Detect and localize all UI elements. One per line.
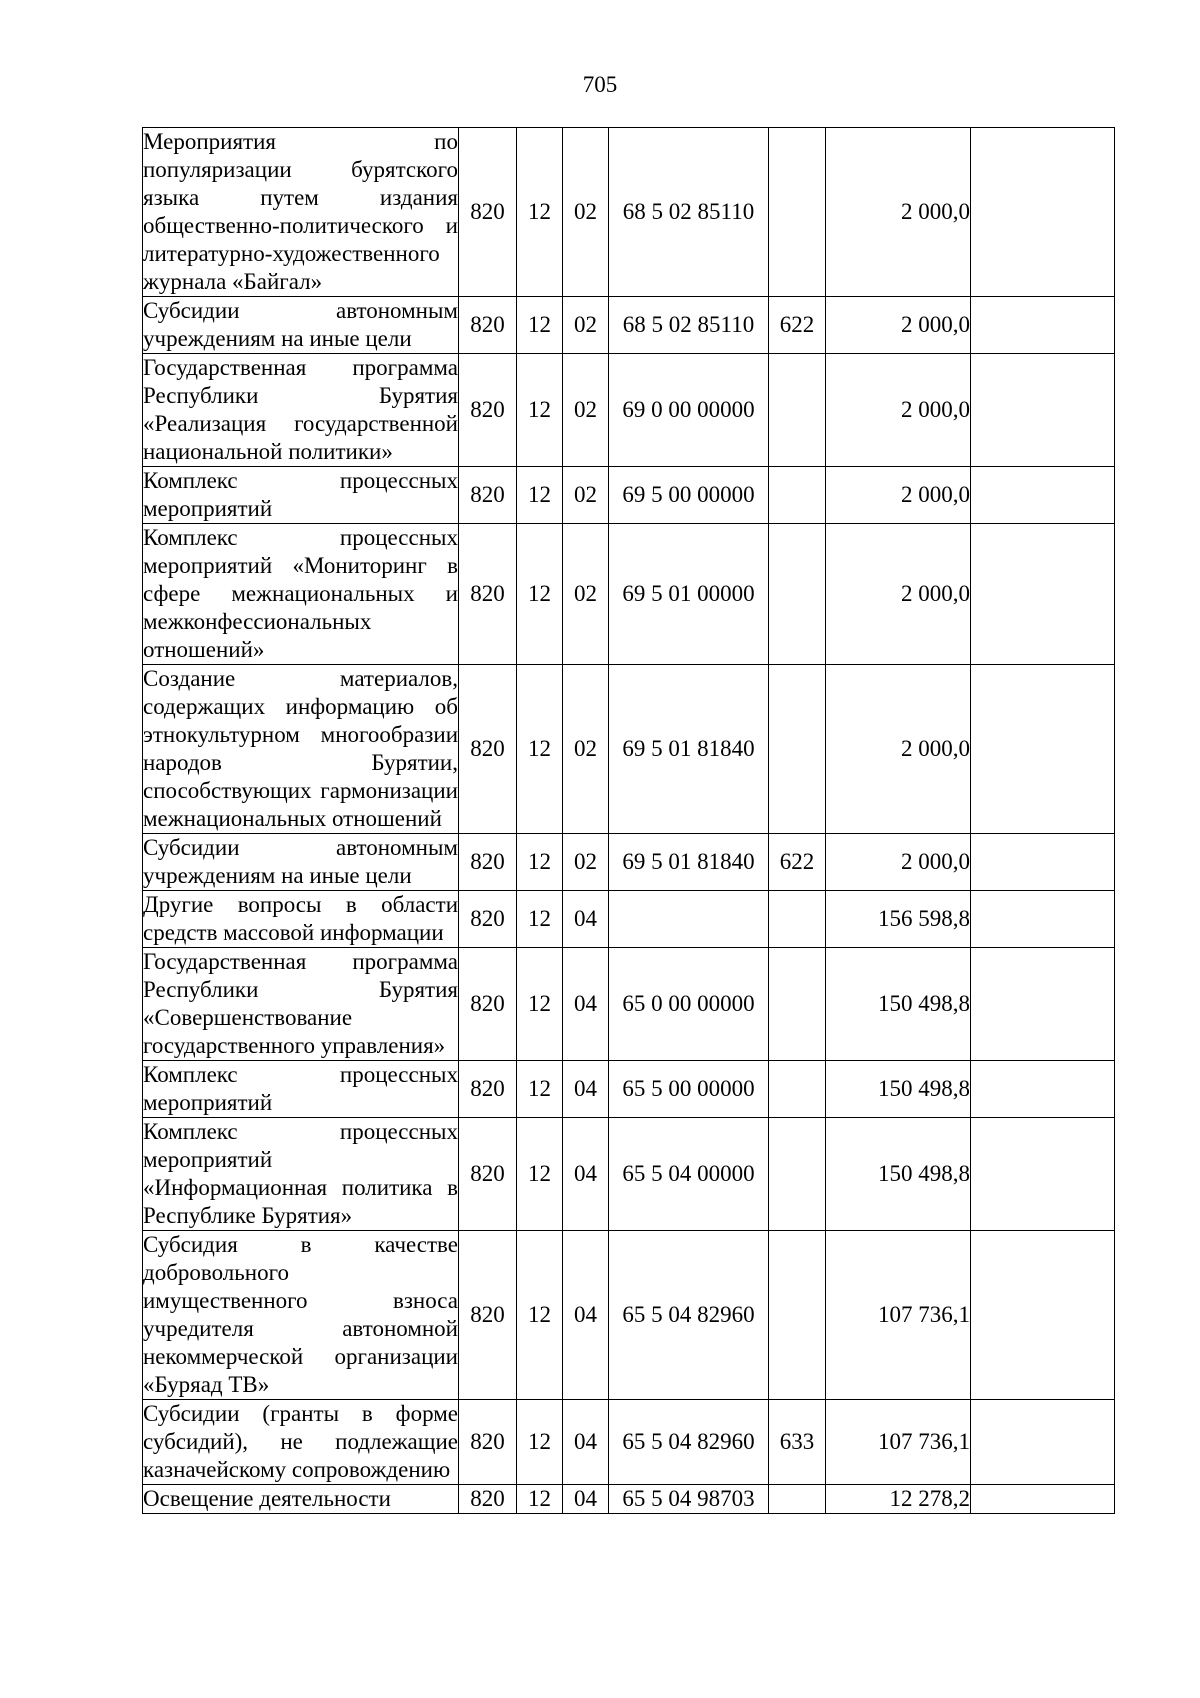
cell-section-code: 12	[517, 1061, 563, 1118]
cell-subsection-code: 02	[563, 128, 609, 297]
cell-ministry-code: 820	[459, 1231, 517, 1400]
cell-expense-type	[769, 128, 826, 297]
cell-subsection-code: 02	[563, 467, 609, 524]
cell-expense-type: 622	[769, 297, 826, 354]
cell-name: Государственная программа Республики Бурятия «Совершенствование государственного управления»	[143, 948, 459, 1061]
cell-name: Освещение деятельности	[143, 1485, 459, 1514]
cell-name: Комплекс процессных мероприятий	[143, 467, 459, 524]
cell-ministry-code: 820	[459, 834, 517, 891]
cell-name: Комплекс процессных мероприятий	[143, 1061, 459, 1118]
cell-amount: 150 498,8	[826, 1118, 971, 1231]
table-row	[143, 354, 1115, 467]
cell-amount: 150 498,8	[826, 1061, 971, 1118]
cell-subsection-code: 02	[563, 665, 609, 834]
cell-target-article: 69 0 00 00000	[609, 354, 769, 467]
cell-section-code: 12	[517, 1485, 563, 1514]
cell-section-code: 12	[517, 1118, 563, 1231]
cell-expense-type: 622	[769, 834, 826, 891]
cell-target-article: 68 5 02 85110	[609, 128, 769, 297]
cell-target-article: 65 5 04 00000	[609, 1118, 769, 1231]
cell-section-code: 12	[517, 948, 563, 1061]
cell-extra	[971, 665, 1115, 834]
cell-extra	[971, 354, 1115, 467]
cell-section-code: 12	[517, 128, 563, 297]
cell-ministry-code: 820	[459, 354, 517, 467]
cell-amount: 2 000,0	[826, 354, 971, 467]
table-row	[143, 665, 1115, 834]
cell-section-code: 12	[517, 891, 563, 948]
table-row	[143, 1231, 1115, 1400]
cell-ministry-code: 820	[459, 524, 517, 665]
cell-subsection-code: 04	[563, 1485, 609, 1514]
table-row	[143, 1400, 1115, 1485]
cell-ministry-code: 820	[459, 467, 517, 524]
cell-name: Комплекс процессных мероприятий «Мониторинг в сфере межнациональных и межконфессиональных отношений»	[143, 524, 459, 665]
cell-amount: 2 000,0	[826, 467, 971, 524]
cell-subsection-code: 04	[563, 1400, 609, 1485]
cell-amount: 107 736,1	[826, 1400, 971, 1485]
cell-amount: 12 278,2	[826, 1485, 971, 1514]
cell-section-code: 12	[517, 297, 563, 354]
cell-extra	[971, 948, 1115, 1061]
cell-amount: 150 498,8	[826, 948, 971, 1061]
cell-name: Другие вопросы в области средств массовой информации	[143, 891, 459, 948]
cell-subsection-code: 02	[563, 354, 609, 467]
cell-section-code: 12	[517, 467, 563, 524]
cell-expense-type	[769, 891, 826, 948]
table-row	[143, 1118, 1115, 1231]
cell-extra	[971, 467, 1115, 524]
cell-amount: 107 736,1	[826, 1231, 971, 1400]
cell-extra	[971, 1061, 1115, 1118]
cell-subsection-code: 04	[563, 948, 609, 1061]
cell-section-code: 12	[517, 524, 563, 665]
cell-section-code: 12	[517, 1400, 563, 1485]
cell-ministry-code: 820	[459, 891, 517, 948]
table-row	[143, 1061, 1115, 1118]
table-row	[143, 1485, 1115, 1514]
cell-subsection-code: 04	[563, 891, 609, 948]
cell-expense-type	[769, 948, 826, 1061]
cell-amount: 2 000,0	[826, 665, 971, 834]
cell-name: Субсидии автономным учреждениям на иные цели	[143, 834, 459, 891]
cell-expense-type: 633	[769, 1400, 826, 1485]
cell-amount: 2 000,0	[826, 297, 971, 354]
cell-expense-type	[769, 1061, 826, 1118]
cell-ministry-code: 820	[459, 1061, 517, 1118]
cell-expense-type	[769, 354, 826, 467]
cell-ministry-code: 820	[459, 1118, 517, 1231]
cell-section-code: 12	[517, 354, 563, 467]
cell-amount: 2 000,0	[826, 128, 971, 297]
cell-subsection-code: 02	[563, 524, 609, 665]
budget-table	[142, 127, 1115, 1514]
cell-name: Субсидии (гранты в форме субсидий), не подлежащие казначейскому сопровождению	[143, 1400, 459, 1485]
cell-expense-type	[769, 524, 826, 665]
cell-subsection-code: 04	[563, 1118, 609, 1231]
cell-subsection-code: 04	[563, 1061, 609, 1118]
cell-extra	[971, 1400, 1115, 1485]
cell-amount: 156 598,8	[826, 891, 971, 948]
cell-expense-type	[769, 1485, 826, 1514]
cell-target-article	[609, 891, 769, 948]
table-row	[143, 834, 1115, 891]
cell-section-code: 12	[517, 1231, 563, 1400]
table-row	[143, 297, 1115, 354]
cell-section-code: 12	[517, 665, 563, 834]
cell-ministry-code: 820	[459, 665, 517, 834]
cell-extra	[971, 1118, 1115, 1231]
page-number: 705	[582, 72, 618, 97]
cell-target-article: 65 5 04 98703	[609, 1485, 769, 1514]
cell-expense-type	[769, 665, 826, 834]
cell-target-article: 65 5 04 82960	[609, 1231, 769, 1400]
cell-amount: 2 000,0	[826, 524, 971, 665]
cell-ministry-code: 820	[459, 948, 517, 1061]
table-row	[143, 128, 1115, 297]
cell-extra	[971, 297, 1115, 354]
cell-extra	[971, 1485, 1115, 1514]
cell-target-article: 69 5 00 00000	[609, 467, 769, 524]
cell-expense-type	[769, 1231, 826, 1400]
cell-subsection-code: 04	[563, 1231, 609, 1400]
cell-target-article: 68 5 02 85110	[609, 297, 769, 354]
cell-extra	[971, 891, 1115, 948]
cell-subsection-code: 02	[563, 297, 609, 354]
cell-ministry-code: 820	[459, 1400, 517, 1485]
cell-amount: 2 000,0	[826, 834, 971, 891]
cell-extra	[971, 524, 1115, 665]
cell-target-article: 69 5 01 00000	[609, 524, 769, 665]
cell-subsection-code: 02	[563, 834, 609, 891]
table-row	[143, 948, 1115, 1061]
cell-name: Мероприятия по популяризации бурятского языка путем издания общественно-политического и литературно-художественного журнала «Байгал»	[143, 128, 459, 297]
cell-ministry-code: 820	[459, 128, 517, 297]
table-row	[143, 467, 1115, 524]
cell-ministry-code: 820	[459, 1485, 517, 1514]
cell-expense-type	[769, 1118, 826, 1231]
cell-name: Государственная программа Республики Бурятия «Реализация государственной национальной политики»	[143, 354, 459, 467]
table-row	[143, 524, 1115, 665]
cell-target-article: 65 5 00 00000	[609, 1061, 769, 1118]
cell-name: Субсидия в качестве добровольного имущественного взноса учредителя автономной некоммерческой организации «Буряад ТВ»	[143, 1231, 459, 1400]
cell-ministry-code: 820	[459, 297, 517, 354]
cell-target-article: 65 0 00 00000	[609, 948, 769, 1061]
cell-name: Субсидии автономным учреждениям на иные цели	[143, 297, 459, 354]
cell-extra	[971, 1231, 1115, 1400]
cell-extra	[971, 834, 1115, 891]
cell-name: Комплекс процессных мероприятий «Информационная политика в Республике Бурятия»	[143, 1118, 459, 1231]
table-row	[143, 891, 1115, 948]
cell-expense-type	[769, 467, 826, 524]
cell-target-article: 69 5 01 81840	[609, 834, 769, 891]
cell-target-article: 69 5 01 81840	[609, 665, 769, 834]
cell-section-code: 12	[517, 834, 563, 891]
cell-name: Создание материалов, содержащих информацию об этнокультурном многообразии народов Бурятии, способствующих гармонизации межнациональных отношений	[143, 665, 459, 834]
cell-extra	[971, 128, 1115, 297]
cell-target-article: 65 5 04 82960	[609, 1400, 769, 1485]
